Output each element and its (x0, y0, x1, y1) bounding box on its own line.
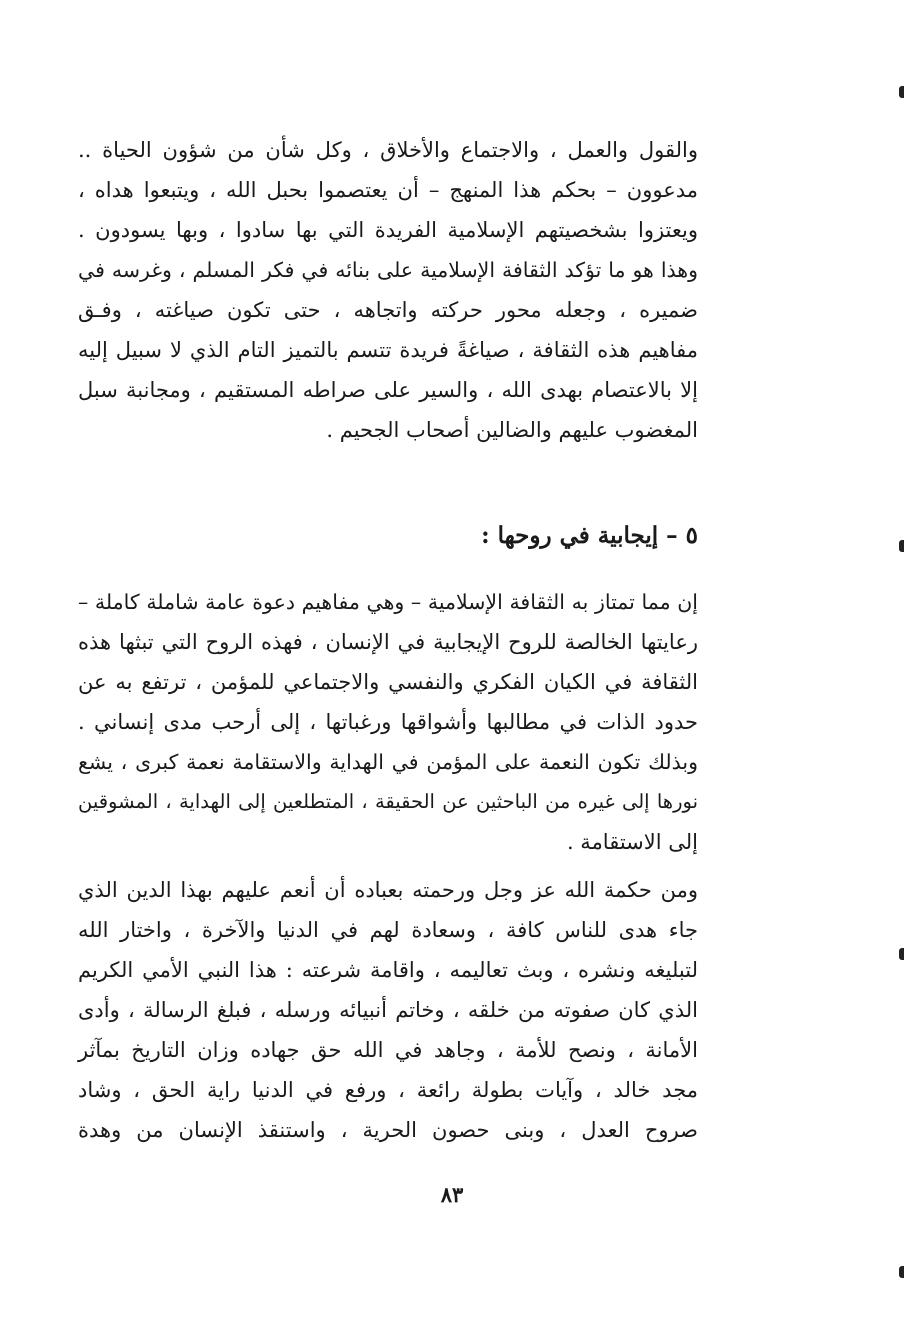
text-line: الأمانة ، ونصح للأمة ، وجاهد في الله حق جهاده وزان التاريخ بمآثر (78, 1038, 698, 1062)
text-line: جاء هدى للناس كافة ، وسعادة لهم في الدنيا والآخرة ، واختار الله (78, 918, 698, 942)
text-line: ومن حكمة الله عز وجل ورحمته بعباده أن أنعم عليهم بهذا الدين الذي (78, 878, 698, 902)
text-line: نورها إلى غيره من الباحثين عن الحقيقة ، المتطلعين إلى الهداية ، المشوقين (78, 790, 698, 813)
text-line: حدود الذات في مطالبها وأشواقها ورغباتها ، إلى أرحب مدى إنساني . (78, 710, 698, 734)
paragraph-1 (78, 130, 698, 450)
text-line: ويعتزوا بشخصيتهم الإسلامية الفريدة التي بها سادوا ، وبها يسودون . (78, 218, 698, 242)
text-line: مفاهيم هذه الثقافة ، صياغةً فريدة تتسم بالتميز التام الذي لا سبيل إليه (78, 338, 698, 362)
text-line: إلا بالاعتصام بهدى الله ، والسير على صراطه المستقيم ، ومجانبة سبل (78, 378, 698, 402)
text-line: وبذلك تكون النعمة على المؤمن في الهداية والاستقامة نعمة كبرى ، يشع (78, 750, 698, 774)
edge-mark-lower (899, 948, 904, 960)
text-line: الذي كان صفوته من خلقه ، وخاتم أنبيائه ورسله ، فبلغ الرسالة ، وأدى (78, 998, 698, 1022)
paragraph-3 (78, 870, 698, 1150)
text-line: إن مما تمتاز به الثقافة الإسلامية – وهي مفاهيم دعوة عامة شاملة كاملة – (78, 590, 698, 614)
section-heading: ٥ – إيجابية في روحها : (481, 522, 698, 549)
text-line: صروح العدل ، وبنى حصون الحرية ، واستنقذ الإنسان من وهدة (78, 1118, 698, 1142)
text-line: مجد خالد ، وآيات بطولة رائعة ، ورفع في الدنيا راية الحق ، وشاد (78, 1078, 698, 1102)
text-line: وهذا هو ما تؤكد الثقافة الإسلامية على بنائه في فكر المسلم ، وغرسه في (78, 258, 698, 282)
text-line: المغضوب عليهم والضالين أصحاب الجحيم . (326, 418, 698, 442)
edge-mark-bottom (899, 1266, 904, 1278)
text-line: رعايتها الخالصة للروح الإيجابية في الإنسان ، فهذه الروح التي تبثها هذه (78, 630, 698, 654)
text-line: ضميره ، وجعله محور حركته واتجاهه ، حتى تكون صياغته ، وفـق (78, 298, 698, 322)
text-line: إلى الاستقامة . (566, 830, 698, 854)
edge-mark-middle (899, 540, 904, 552)
paragraph-2 (78, 582, 698, 862)
text-line: الثقافة في الكيان الفكري والنفسي والاجتماعي للمؤمن ، ترتفع به عن (78, 670, 698, 694)
text-line: لتبليغه ونشره ، وبث تعاليمه ، واقامة شرعته : هذا النبي الأمي الكريم (78, 958, 698, 982)
text-line: مدعوون – بحكم هذا المنهج – أن يعتصموا بحبل الله ، ويتبعوا هداه ، (78, 178, 698, 202)
edge-mark-top (899, 86, 904, 98)
page-number: ٨٣ (440, 1182, 464, 1207)
text-line: والقول والعمل ، والاجتماع والأخلاق ، وكل شأن من شؤون الحياة .. (78, 138, 698, 162)
